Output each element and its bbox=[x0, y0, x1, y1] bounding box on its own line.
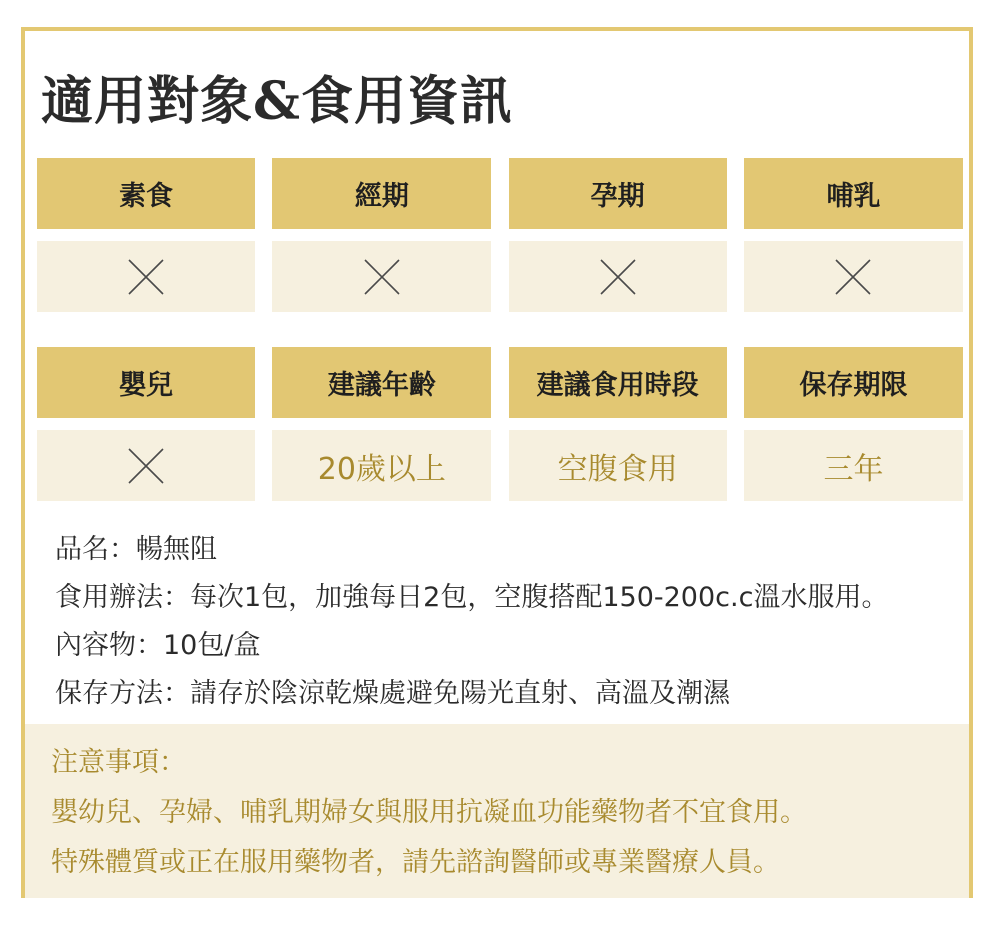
table2-value-row bbox=[37, 430, 963, 501]
page-title: 適用對象&食用資訊 bbox=[41, 71, 513, 132]
cross-icon bbox=[364, 259, 400, 295]
table1-header-menstruation: 經期 bbox=[272, 158, 491, 229]
notes-line-2: 特殊體質或正在服用藥物者，請先諮詢醫師或專業醫療人員。 bbox=[51, 847, 780, 878]
table2-header-row bbox=[37, 347, 963, 418]
notes-line-1: 嬰幼兒、孕婦、哺乳期婦女與服用抗凝血功能藥物者不宜食用。 bbox=[51, 797, 807, 828]
cross-icon bbox=[128, 448, 164, 484]
table1-header-vegetarian: 素食 bbox=[37, 158, 255, 229]
table1-value-breastfeeding bbox=[744, 241, 963, 312]
table2-value-infant bbox=[37, 430, 255, 501]
table2-header-infant: 嬰兒 bbox=[37, 347, 255, 418]
table2-value-age: 20歲以上 bbox=[272, 430, 491, 501]
table1-header-row bbox=[37, 158, 963, 229]
table1-value-vegetarian bbox=[37, 241, 255, 312]
notes-panel bbox=[25, 724, 969, 898]
info-card bbox=[21, 27, 973, 898]
table2-header-age: 建議年齡 bbox=[272, 347, 491, 418]
table2-value-timing: 空腹食用 bbox=[509, 430, 727, 501]
info-storage: 保存方法：請存於陰涼乾燥處避免陽光直射、高溫及潮濕 bbox=[55, 678, 730, 709]
table1-value-row bbox=[37, 241, 963, 312]
notes-heading: 注意事項： bbox=[51, 747, 186, 778]
info-product-name: 品名：暢無阻 bbox=[55, 534, 217, 565]
info-usage: 食用辦法：每次1包，加強每日2包，空腹搭配150-200c.c溫水服用。 bbox=[55, 582, 889, 613]
cross-icon bbox=[600, 259, 636, 295]
cross-icon bbox=[835, 259, 871, 295]
table2-header-timing: 建議食用時段 bbox=[509, 347, 727, 418]
table1-header-pregnancy: 孕期 bbox=[509, 158, 727, 229]
cross-icon bbox=[128, 259, 164, 295]
table2-header-shelf-life: 保存期限 bbox=[744, 347, 963, 418]
info-contents: 內容物：10包/盒 bbox=[55, 630, 261, 661]
product-info bbox=[55, 526, 888, 718]
table1-header-breastfeeding: 哺乳 bbox=[744, 158, 963, 229]
table1-value-menstruation bbox=[272, 241, 491, 312]
table2-value-shelf-life: 三年 bbox=[744, 430, 963, 501]
table1-value-pregnancy bbox=[509, 241, 727, 312]
